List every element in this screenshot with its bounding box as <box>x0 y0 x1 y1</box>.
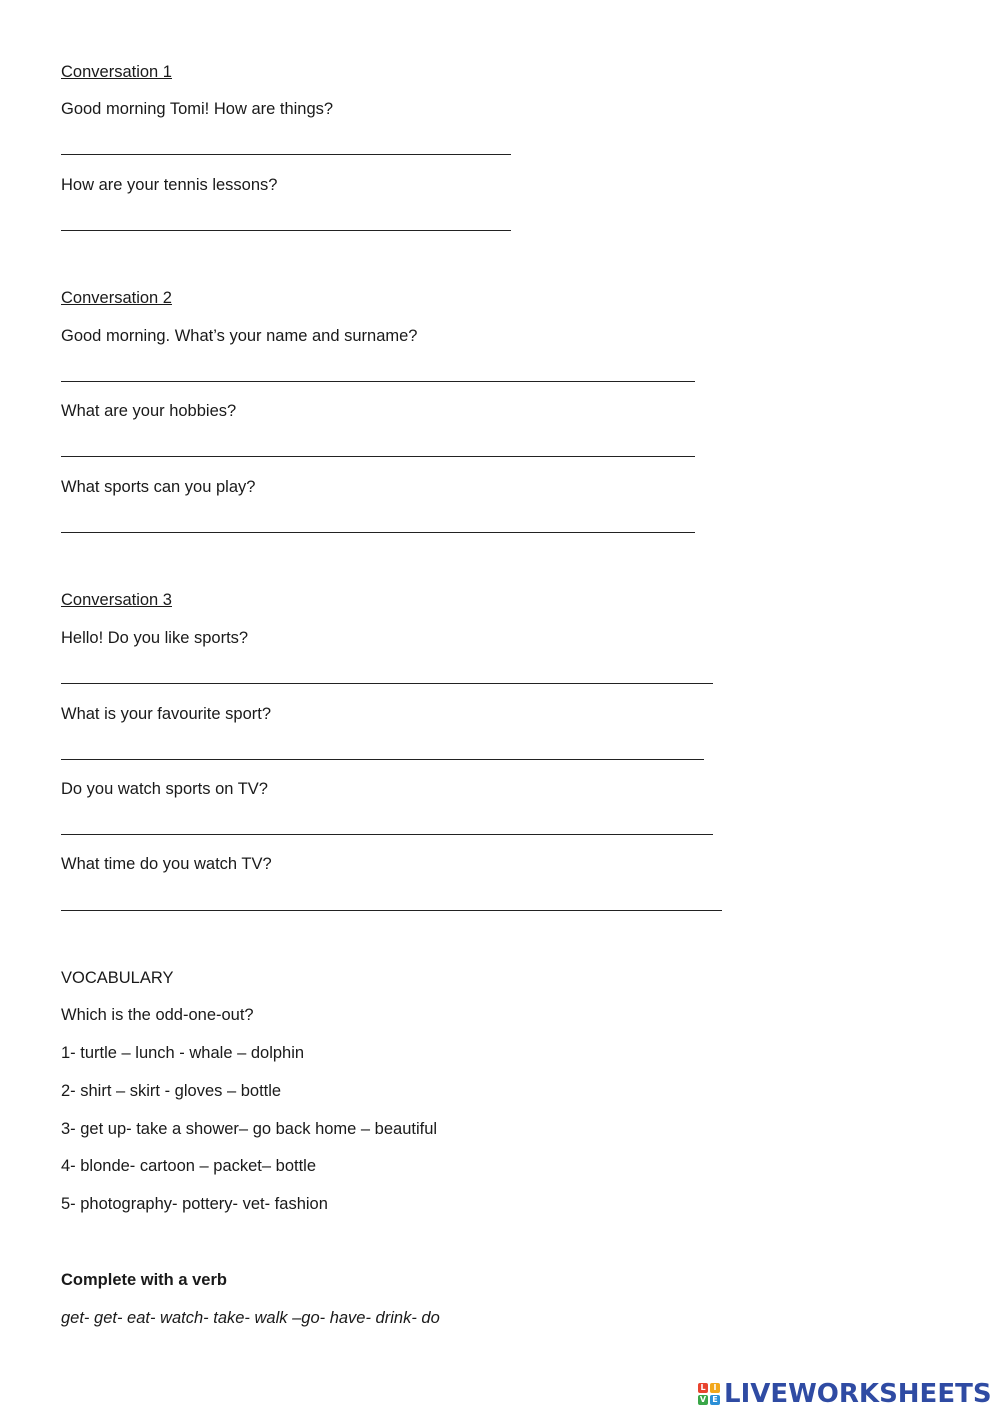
complete-title: Complete with a verb <box>61 1271 227 1289</box>
conversation-3-question-1: Hello! Do you like sports? <box>61 629 249 647</box>
vocabulary-item: 1- turtle – lunch - whale – dolphin <box>61 1044 305 1062</box>
answer-line[interactable] <box>61 910 722 911</box>
conversation-2-title: Conversation 2 <box>61 289 172 307</box>
logo-squares-icon <box>698 1383 720 1405</box>
conversation-3-question-2: What is your favourite sport? <box>61 705 272 723</box>
conversation-2-question-2: What are your hobbies? <box>61 402 237 420</box>
conversation-3-question-3: Do you watch sports on TV? <box>61 780 268 798</box>
logo-square: V <box>699 1395 707 1404</box>
vocabulary-item: 3- get up- take a shower– go back home – beautiful <box>61 1120 438 1138</box>
vocabulary-title: VOCABULARY <box>61 969 174 987</box>
answer-line[interactable] <box>61 834 713 835</box>
conversation-3-question-4: What time do you watch TV? <box>61 855 272 873</box>
vocabulary-prompt: Which is the odd-one-out? <box>61 1006 254 1024</box>
logo-square: L <box>698 1383 708 1393</box>
verb-list: get- get- eat- watch- take- walk –go- have- drink- do <box>61 1309 440 1327</box>
conversation-2-question-1: Good morning. What’s your name and surname? <box>61 327 418 345</box>
answer-line[interactable] <box>61 683 713 684</box>
answer-line[interactable] <box>61 532 695 533</box>
answer-line[interactable] <box>61 230 511 231</box>
conversation-1-question-1: Good morning Tomi! How are things? <box>61 100 334 118</box>
logo-square: I <box>710 1383 720 1393</box>
brand-name: LIVEWORKSHEETS <box>724 1379 992 1409</box>
conversation-3-title: Conversation 3 <box>61 591 172 609</box>
conversation-2-question-3: What sports can you play? <box>61 478 256 496</box>
answer-line[interactable] <box>61 154 511 155</box>
logo-square: E <box>710 1395 720 1405</box>
vocabulary-item: 2- shirt – skirt - gloves – bottle <box>61 1082 282 1100</box>
answer-line[interactable] <box>61 381 695 382</box>
vocabulary-item: 5- photography- pottery- vet- fashion <box>61 1195 328 1213</box>
vocabulary-item: 4- blonde- cartoon – packet– bottle <box>61 1157 317 1175</box>
answer-line[interactable] <box>61 759 704 760</box>
answer-line[interactable] <box>61 456 695 457</box>
conversation-1-question-2: How are your tennis lessons? <box>61 176 278 194</box>
liveworksheets-logo <box>698 1379 992 1409</box>
conversation-1-title: Conversation 1 <box>61 63 172 81</box>
